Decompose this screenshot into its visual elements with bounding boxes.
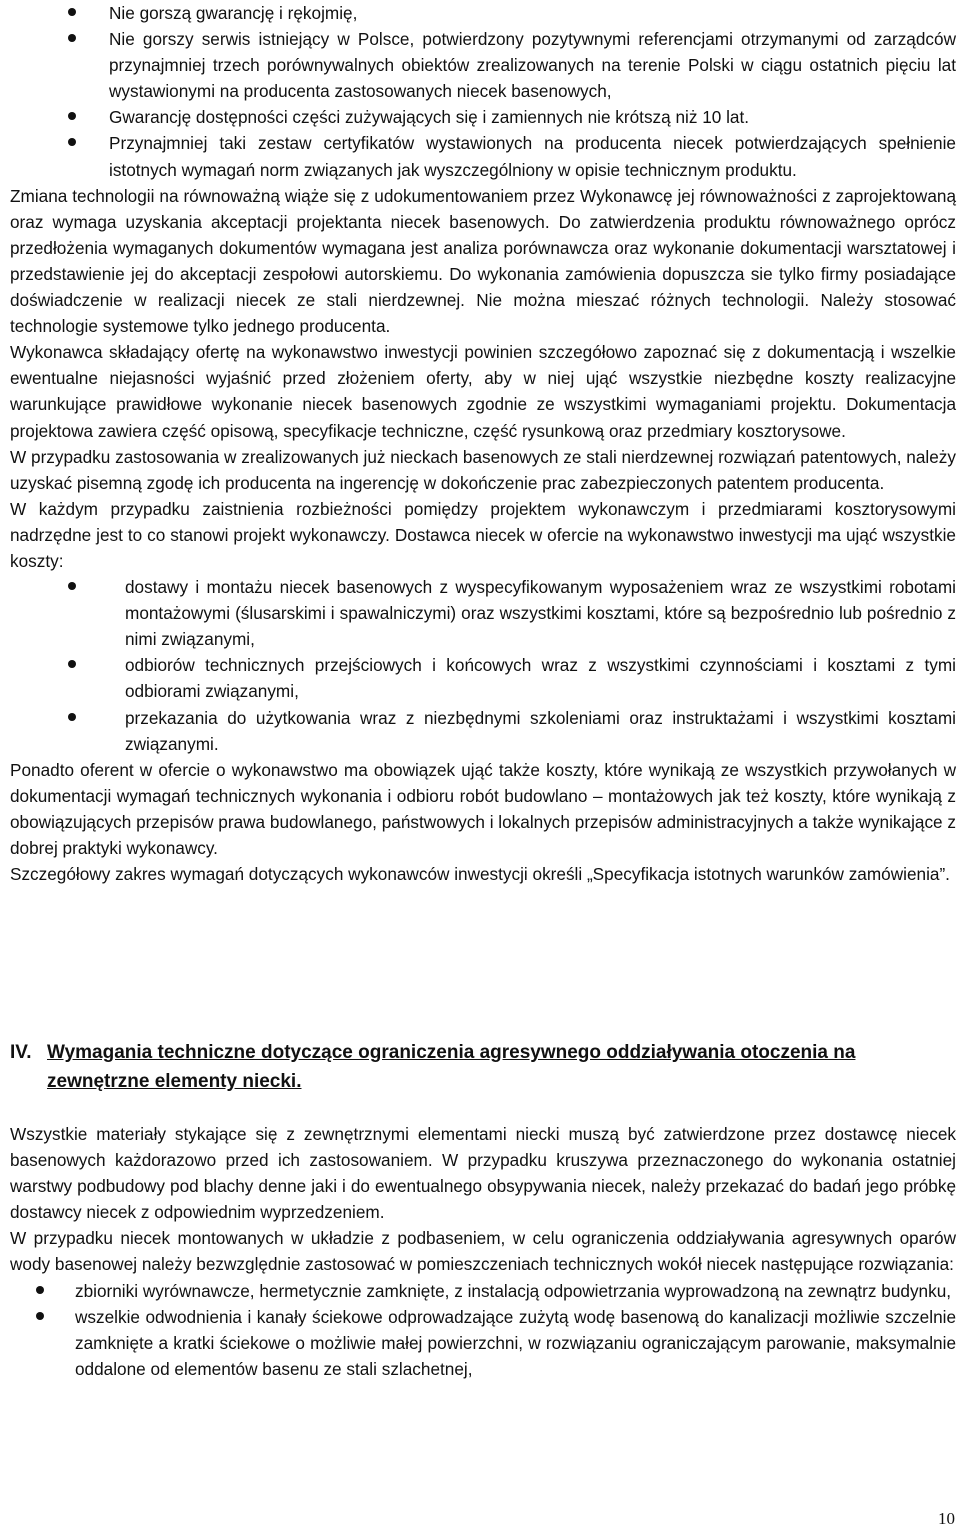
page-number: 10 [938,1509,955,1528]
paragraph-materials: Wszystkie materiały stykające się z zewnętrznymi elementami niecki muszą być zatwierdzone przez dostawcę niecek basenowych każdorazowo przed ich zastosowaniem. W przypadku kruszywa przeznaczonego do wykonania ostatniej warstwy podbudowy pod blachy denne jaki i do ewentualnego obsypywania niecek, należy przekazać do badań jego próbkę dostawcy niecek z odpowiednim wyprzedzeniem. [10,1124,956,1223]
paragraph-technology-change: Zmiana technologii na równoważną wiąże się z udokumentowaniem przez Wykonawcę jej równoważności z zaprojektowaną oraz wymaga uzyskania akceptacji projektanta niecek basenowych. Do zatwierdzenia produktu równoważnego oprócz przedłożenia wymaganych dokumentów wymagana jest analiza porównawcza oraz wykonanie dokumentacji warsztatowej i przedstawienie jej do akceptacji zespołowi autorskiemu. Do wykonania zamówienia dopuszcza sie tylko firmy posiadające doświadczenie w realizacji niecek ze stali nierdzewnej. Nie można mieszać różnych technologii. Należy stosować technologie systemowe tylko jednego producenta. [10,185,956,337]
section-title: Wymagania techniczne dotyczące ograniczenia agresywnego oddziaływania otoczenia na zewnętrzne elementy niecki. [47,1042,856,1092]
bullet-icon [68,660,76,668]
list-item-text: przekazania do użytkowania wraz z niezbędnymi szkoleniami oraz instruktażami i wszystkimi kosztami związanymi. [125,707,956,754]
bullet-icon [68,34,76,42]
upper-text-block [10,0,956,887]
requirements-bullet-list [10,0,956,183]
bullet-icon [68,138,76,146]
list-item-text: zbiorniki wyrównawcze, hermetycznie zamknięte, z instalacją odpowietrzania wyprowadzoną na zewnątrz budynku, [75,1280,952,1301]
bullet-icon [68,582,76,590]
list-item [10,26,956,104]
section-text-block [10,1121,956,1382]
bullet-icon [68,112,76,120]
list-item [10,0,956,26]
paragraph-specification: Szczegółowy zakres wymagań dotyczących wykonawców inwestycji określi „Specyfikacja istotnych warunków zamówienia”. [10,864,950,885]
list-item-text: dostawy i montażu niecek basenowych z wyspecyfikowanym wyposażeniem wraz ze wszystkimi robotami montażowymi (ślusarskimi i spawalniczymi) oraz wszystkimi kosztami, które są bezpośrednio lub pośrednio z nimi związanymi, [125,577,956,650]
solutions-bullet-list [10,1278,956,1382]
list-item-text: odbiorów technicznych przejściowych i końcowych wraz z wszystkimi czynnościami i kosztami z tymi odbiorami związanymi, [125,655,956,702]
list-item-text: wszelkie odwodnienia i kanały ściekowe odprowadzające zużytą wodę basenową do kanalizacji możliwie szczelnie zamknięte a kratki ściekowe o możliwie małej powierzchni, w rozwiązaniu ograniczającym parowanie, maksymalnie oddalone od elementów basenu ze stali szlachetnej, [75,1306,956,1379]
bullet-icon [68,8,76,16]
costs-bullet-list [10,574,956,757]
paragraph-subbasin: W przypadku niecek montowanych w układzie z podbaseniem, w celu ograniczenia oddziaływania agresywnych oparów wody basenowej należy bezwzględnie zastosować w pomieszczeniach technicznych wokół niecek następujące rozwiązania: [10,1228,956,1275]
paragraph-patents: W przypadku zastosowania w zrealizowanych już nieckach basenowych ze stali nierdzewnej rozwiązań patentowych, należy uzyskać pisemną zgodę ich producenta na ingerencję w dokończenie prac zabezpieczonych patentem producenta. [10,446,956,493]
list-item-text: Przynajmniej taki zestaw certyfikatów wystawionych na producenta niecek potwierdzających spełnienie istotnych wymagań norm związanych jak wyszczególniony w opisie technicznym produktu. [109,133,956,180]
list-item [10,1278,956,1304]
bullet-icon [36,1286,44,1294]
list-item-text: Nie gorszy serwis istniejący w Polsce, potwierdzony pozytywnymi referencjami otrzymanymi od zarządców przynajmniej trzech porównywalnych obiektów zrealizowanych na terenie Polski w ciągu ostatnich pięciu lat wystawionymi na producenta zastosowanych niecek basenowych, [109,29,956,102]
list-item [10,652,956,704]
list-item-text: Nie gorszą gwarancję i rękojmię, [109,3,358,23]
paragraph-discrepancies: W każdym przypadku zaistnienia rozbieżności pomiędzy projektem wykonawczym i przedmiarami kosztorysowymi nadrzędne jest to co stanowi projekt wykonawczy. Dostawca niecek w ofercie na wykonawstwo inwestycji ma ująć wszystkie koszty: [10,498,956,571]
list-item [10,104,956,130]
bullet-icon [36,1312,44,1320]
list-item [10,705,956,757]
list-item-text: Gwarancję dostępności części zużywających się i zamiennych nie krótszą niż 10 lat. [109,107,750,128]
paragraph-contractor-offer: Wykonawca składający ofertę na wykonawstwo inwestycji powinien szczegółowo zapoznać się z dokumentacją i wszelkie ewentualne niejasności wyjaśnić przed złożeniem oferty, aby w niej ująć wszystkie niezbędne koszty realizacyjne warunkujące prawidłowe wykonanie niecek basenowych zgodnie ze wszystkimi wymaganiami projektu. Dokumentacja projektowa zawiera część opisową, specyfikacje techniczne, część rysunkową oraz przedmiary kosztorysowe. [10,342,956,441]
list-item [10,130,956,182]
paragraph-additional-costs: Ponadto oferent w ofercie o wykonawstwo ma obowiązek ująć także koszty, które wynikają ze wszystkich przywołanych w dokumentacji wymagań technicznych wykonania i odbioru robót budowlano – montażowych jak też koszty, które wynikają z obowiązujących przepisów prawa budowlanego, państwowych i lokalnych przepisów administracyjnych a także wynikające z dobrej praktyki wykonawcy. [10,759,956,858]
section-heading [10,1038,956,1096]
section-number: IV. [10,1042,32,1063]
bullet-icon [68,713,76,721]
list-item [10,574,956,652]
list-item [10,1304,956,1382]
